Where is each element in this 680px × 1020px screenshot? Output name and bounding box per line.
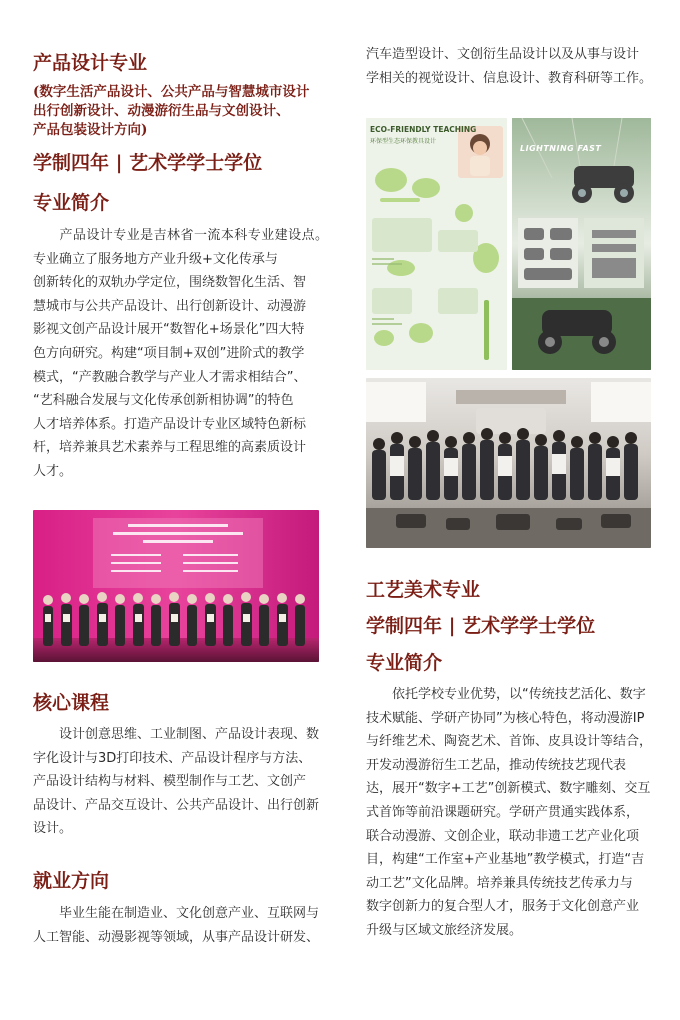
intro-line: 产品设计专业是吉林省一流本科专业建设点。专业确立了服务地方产业升级+文化传承与: [33, 228, 328, 267]
course-line: 字化设计与3D打印技术、产品设计程序与方法、: [33, 750, 312, 766]
directions-line: (数字生活产品设计、公共产品与智慧城市设计: [33, 84, 310, 100]
intro-line: 技术赋能、学研产协同”为核心特色，将动漫游IP: [366, 710, 645, 726]
product-design-intro: [33, 224, 328, 484]
arts-crafts-degree: 学制四年 | 艺术学学士学位: [366, 615, 596, 637]
intro-line: “艺科融合发展与文化传承创新相协调”的特色: [33, 393, 294, 409]
intro-line: 升级与区域文旅经济发展。: [366, 922, 523, 938]
intro-line: 依托学校专业优势，以“传统技艺活化、数字: [392, 687, 646, 702]
eco-poster-title: ECO-FRIENDLY TEACHING: [370, 125, 477, 134]
intro-line: 达，展开“数字+工艺”创新模式、数字雕刻、交互: [366, 781, 651, 797]
course-line: 品设计、产品交互设计、公共产品设计、出行创新: [33, 797, 320, 813]
intro-line: 人才。: [33, 463, 73, 479]
intro-line: 式首饰等前沿课题研究。学研产贯通实践体系，: [366, 804, 640, 820]
employment-line: 汽车造型设计、文创衍生品设计以及从事与设计: [366, 47, 640, 62]
course-line: 设计。: [33, 821, 73, 837]
vehicle-poster-title: LIGHTNING FAST: [520, 144, 602, 153]
course-line: 产品设计结构与材料、模型制作与工艺、文创产: [33, 774, 307, 790]
employment-line: 人工智能、动漫影视等领域，从事产品设计研发、: [33, 929, 320, 945]
arts-crafts-intro-heading: 专业简介: [366, 652, 443, 674]
intro-line: 动工艺”文化品牌。培养兼具传统技艺传承力与: [366, 875, 633, 891]
directions-line: 出行创新设计、动漫游衍生品与文创设计、: [33, 103, 290, 119]
employment-line: 学相关的视觉设计、信息设计、教育科研等工作。: [366, 70, 653, 86]
product-design-intro-heading: 专业简介: [33, 192, 110, 214]
product-design-degree: 学制四年 | 艺术学学士学位: [33, 152, 263, 174]
intro-line: 联合动漫游、文创企业，联动非遗工艺产业化项: [366, 828, 640, 844]
intro-line: 影视文创产品设计展开“数智化+场景化”四大特: [33, 322, 305, 338]
core-courses-text: [33, 723, 328, 841]
award-ceremony-photo: [33, 510, 319, 662]
employment-continued: [366, 43, 656, 90]
intro-line: 目，构建“工作室+产业基地”教学模式，打造“吉: [366, 852, 645, 868]
arts-crafts-title: 工艺美术专业: [366, 579, 481, 601]
employment-heading: 就业方向: [33, 870, 110, 892]
vehicle-design-poster: [512, 118, 651, 370]
directions-line: 产品包装设计方向): [33, 122, 148, 138]
eco-poster-subtitle: 环保型生态环保教具设计: [370, 138, 437, 145]
intro-line: 创新转化的双轨办学定位，围绕数智化生活、智: [33, 275, 307, 291]
course-line: 设计创意思维、工业制图、产品设计表现、数: [59, 727, 320, 742]
intro-line: 慧城市与公共产品设计、出行创新设计、动漫游: [33, 298, 307, 314]
group-photo: [366, 378, 651, 548]
intro-line: 人才培养体系。打造产品设计专业区域特色新标: [33, 416, 307, 432]
intro-line: 模式，“产教融合教学与产业人才需求相结合”、: [33, 369, 307, 385]
intro-line: 开发动漫游衍生工艺品，推动传统技艺现代表: [366, 757, 627, 773]
intro-line: 色方向研究。构建“项目制+双创”进阶式的教学: [33, 345, 305, 361]
employment-text: [33, 902, 328, 949]
eco-teaching-poster: [366, 118, 507, 370]
arts-crafts-intro: [366, 683, 656, 943]
employment-line: 毕业生能在制造业、文化创意产业、互联网与: [59, 906, 320, 921]
product-design-title: 产品设计专业: [33, 52, 148, 74]
product-design-directions: [33, 83, 343, 140]
core-courses-heading: 核心课程: [33, 692, 110, 714]
intro-line: 与纤维艺术、陶瓷艺术、首饰、皮具设计等结合，: [366, 734, 653, 750]
intro-line: 数字创新力的复合型人才，服务于文化创意产业: [366, 899, 640, 915]
intro-line: 杆，培养兼具艺术素养与工程思维的高素质设计: [33, 440, 307, 456]
